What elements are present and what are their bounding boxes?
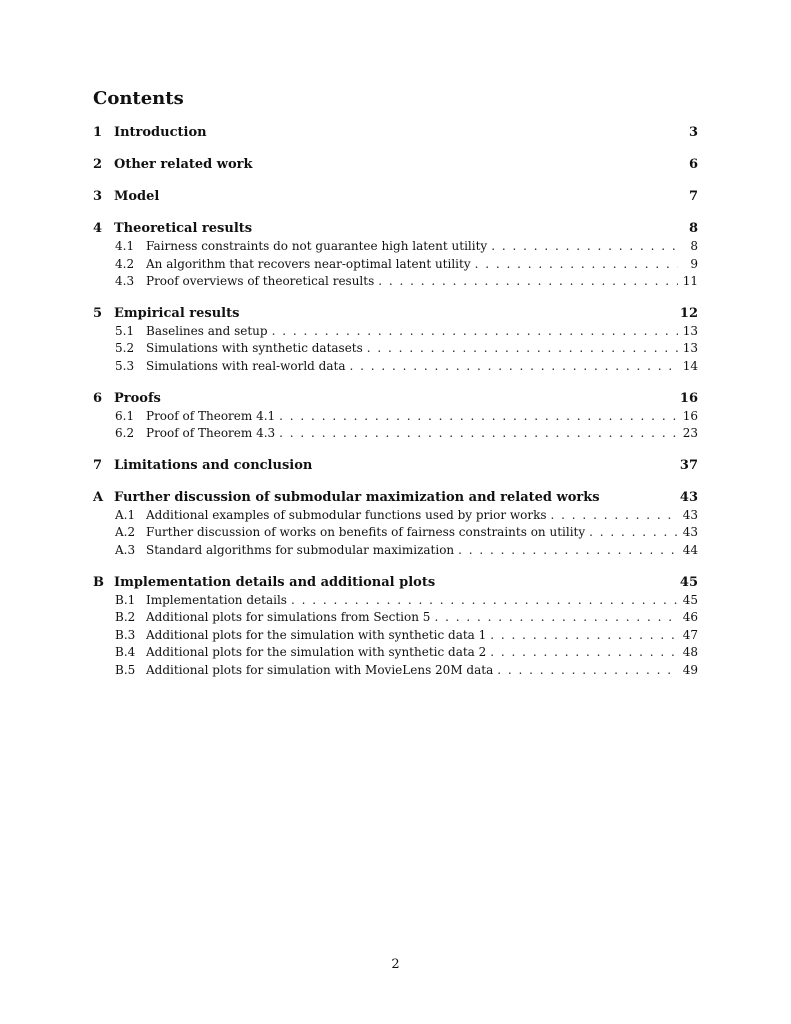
- section-number: 1: [93, 125, 103, 140]
- subsection-title: Baselines and setup: [146, 323, 268, 338]
- toc-section: [93, 306, 698, 377]
- page-number: 2: [391, 957, 400, 972]
- toc-subsection-entry[interactable]: [93, 239, 698, 257]
- dot-leader: [378, 274, 678, 288]
- subsection-page-number: 11: [682, 274, 698, 289]
- section-title: Theoretical results: [114, 221, 253, 236]
- toc-section-entry[interactable]: [93, 125, 698, 143]
- toc-subsection-entry[interactable]: [93, 508, 698, 526]
- subsection-title: An algorithm that recovers near-optimal latent utility: [146, 256, 471, 271]
- subsection-title: Additional plots for simulation with MovieLens 20M data: [146, 662, 494, 677]
- toc-subsection-entry[interactable]: [93, 663, 698, 681]
- toc-section-entry[interactable]: [93, 157, 698, 175]
- subsection-number: 6.1: [115, 408, 135, 423]
- subsection-title: Additional plots for the simulation with synthetic data 2: [146, 645, 487, 660]
- dot-leader: [272, 324, 678, 338]
- section-page-number: 8: [688, 221, 698, 236]
- section-number: 4: [93, 221, 103, 236]
- section-number: 6: [93, 390, 103, 406]
- toc-subsection-entry[interactable]: [93, 257, 698, 275]
- subsection-number: 5.1: [115, 323, 135, 338]
- toc-section: [93, 221, 698, 292]
- subsection-page-number: 13: [682, 323, 698, 338]
- subsection-title: Further discussion of works on benefits of fairness constraints on utility: [146, 525, 586, 540]
- dot-leader: [475, 257, 678, 271]
- section-title: Introduction: [114, 125, 207, 140]
- dot-leader: [279, 426, 678, 440]
- subsection-page-number: 43: [682, 525, 698, 540]
- subsection-number: B.1: [115, 592, 136, 607]
- subsection-title: Fairness constraints do not guarantee high latent utility: [146, 239, 488, 253]
- subsection-number: 6.2: [115, 426, 135, 441]
- dot-leader: [490, 645, 678, 659]
- subsection-number: B.3: [115, 627, 136, 642]
- toc-section: [93, 575, 698, 681]
- toc-subsection-entry[interactable]: [93, 324, 698, 342]
- subsection-title: Simulations with real-world data: [146, 358, 346, 373]
- section-title: Empirical results: [114, 305, 240, 321]
- toc-section: [93, 458, 698, 476]
- toc-section-entry[interactable]: [93, 306, 698, 324]
- subsection-title: Additional examples of submodular functions used by prior works: [146, 507, 547, 522]
- section-title: Other related work: [114, 157, 253, 172]
- dot-leader: [551, 508, 678, 522]
- dot-leader: [497, 663, 678, 677]
- toc-subsection-entry[interactable]: [93, 409, 698, 427]
- subsection-number: B.4: [115, 645, 136, 660]
- toc-subsection-entry[interactable]: [93, 543, 698, 561]
- subsection-page-number: 49: [682, 662, 698, 677]
- toc-subsection-entry[interactable]: [93, 359, 698, 377]
- subsection-page-number: 46: [682, 610, 698, 625]
- dot-leader: [367, 341, 678, 355]
- section-page-number: 6: [688, 157, 698, 172]
- subsection-number: A.2: [115, 525, 136, 540]
- toc-subsection-entry[interactable]: [93, 274, 698, 292]
- toc-section: [93, 125, 698, 143]
- subsection-title: Additional plots for simulations from Section 5: [146, 610, 431, 625]
- subsection-number: 5.2: [115, 341, 135, 356]
- subsection-number: B.5: [115, 662, 136, 677]
- toc-subsection-entry[interactable]: [93, 426, 698, 444]
- subsection-page-number: 13: [682, 341, 698, 356]
- subsection-number: A.3: [115, 542, 136, 557]
- toc-section-entry[interactable]: [93, 575, 698, 593]
- toc-section-entry[interactable]: [93, 221, 698, 239]
- section-page-number: 37: [679, 457, 698, 473]
- subsection-number: B.2: [115, 610, 136, 625]
- toc-subsection-entry[interactable]: [93, 341, 698, 359]
- toc-subsection-entry[interactable]: [93, 593, 698, 611]
- toc-section: [93, 189, 698, 207]
- dot-leader: [491, 239, 678, 253]
- toc-section-entry[interactable]: [93, 189, 698, 207]
- section-number: 5: [93, 305, 103, 321]
- subsection-page-number: 47: [682, 627, 698, 642]
- toc-subsection-entry[interactable]: [93, 610, 698, 628]
- toc-section: [93, 490, 698, 561]
- dot-leader: [490, 628, 678, 642]
- section-title: Implementation details and additional plots: [114, 574, 436, 590]
- section-page-number: 3: [688, 125, 698, 140]
- dot-leader: [291, 593, 678, 607]
- subsection-page-number: 23: [682, 426, 698, 441]
- section-title: Further discussion of submodular maximization and related works: [114, 489, 600, 505]
- toc-section-entry[interactable]: [93, 490, 698, 508]
- section-title: Limitations and conclusion: [114, 457, 313, 473]
- toc-subsection-entry[interactable]: [93, 645, 698, 663]
- subsection-number: 4.3: [115, 274, 135, 289]
- subsection-page-number: 48: [682, 645, 698, 660]
- subsection-page-number: 43: [682, 507, 698, 522]
- section-number: 7: [93, 457, 103, 473]
- subsection-page-number: 9: [690, 256, 698, 271]
- subsection-page-number: 14: [682, 358, 698, 373]
- subsection-number: 4.1: [115, 239, 135, 253]
- dot-leader: [589, 525, 678, 539]
- section-page-number: 16: [679, 390, 698, 406]
- contents-heading: Contents: [93, 88, 184, 109]
- dot-leader: [349, 359, 678, 373]
- subsection-title: Proof of Theorem 4.3: [146, 426, 276, 441]
- section-number: A: [93, 489, 104, 505]
- section-title: Proofs: [114, 390, 161, 406]
- subsection-number: A.1: [115, 507, 136, 522]
- toc-section-entry[interactable]: [93, 391, 698, 409]
- subsection-page-number: 16: [682, 408, 698, 423]
- section-page-number: 43: [679, 489, 698, 505]
- subsection-number: 5.3: [115, 358, 135, 373]
- toc-subsection-entry[interactable]: [93, 628, 698, 646]
- toc-subsection-entry[interactable]: [93, 525, 698, 543]
- subsection-title: Simulations with synthetic datasets: [146, 341, 363, 356]
- section-page-number: 12: [679, 305, 698, 321]
- section-page-number: 7: [688, 189, 698, 204]
- subsection-title: Standard algorithms for submodular maximization: [146, 542, 455, 557]
- subsection-page-number: 45: [682, 592, 698, 607]
- dot-leader: [279, 409, 678, 423]
- subsection-title: Proof of Theorem 4.1: [146, 408, 276, 423]
- subsection-title: Proof overviews of theoretical results: [146, 274, 375, 289]
- dot-leader: [458, 543, 678, 557]
- dot-leader: [434, 610, 678, 624]
- table-of-contents: [93, 125, 698, 695]
- subsection-page-number: 8: [690, 239, 698, 253]
- section-number: 2: [93, 157, 103, 172]
- section-number: B: [93, 574, 104, 590]
- section-title: Model: [114, 189, 160, 204]
- toc-section: [93, 157, 698, 175]
- toc-section: [93, 391, 698, 444]
- subsection-page-number: 44: [682, 542, 698, 557]
- toc-section-entry[interactable]: [93, 458, 698, 476]
- section-page-number: 45: [679, 574, 698, 590]
- section-number: 3: [93, 189, 103, 204]
- subsection-number: 4.2: [115, 256, 135, 271]
- subsection-title: Additional plots for the simulation with synthetic data 1: [146, 627, 487, 642]
- subsection-title: Implementation details: [146, 592, 287, 607]
